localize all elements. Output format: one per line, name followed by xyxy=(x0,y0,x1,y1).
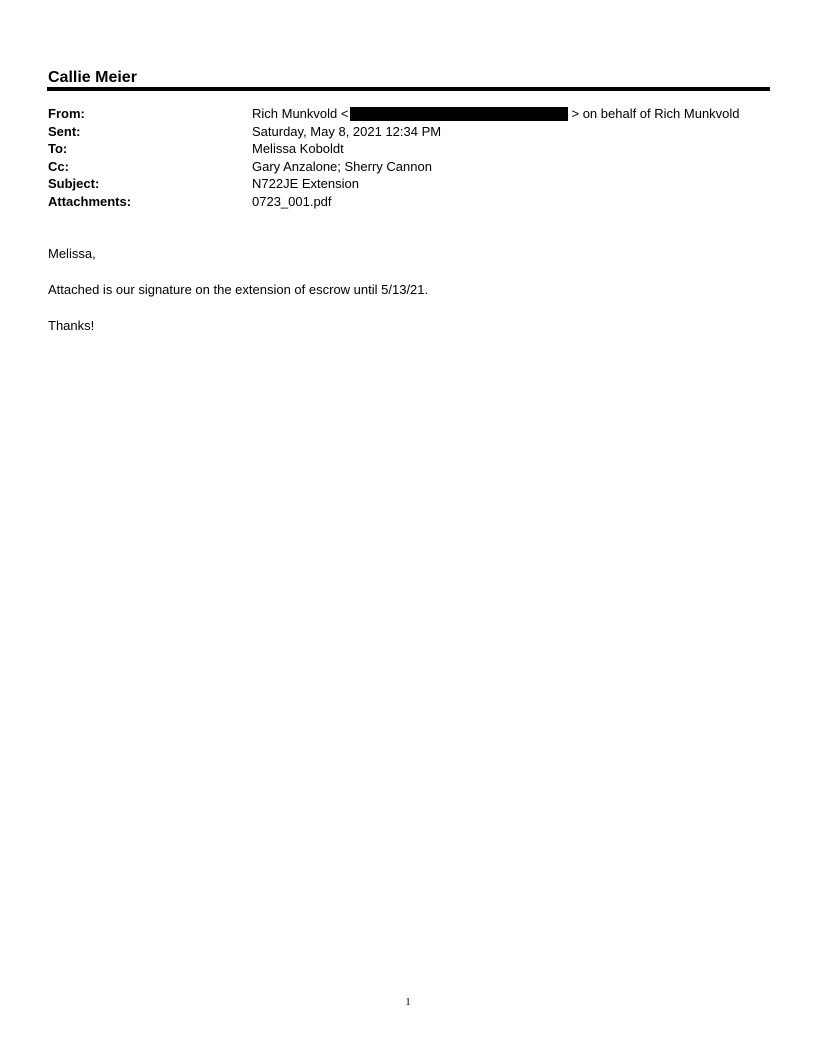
sent-value: Saturday, May 8, 2021 12:34 PM xyxy=(252,123,442,139)
mailbox-owner-name: Callie Meier xyxy=(48,69,137,86)
email-message: Attached is our signature on the extension of escrow until 5/13/21. xyxy=(48,281,429,297)
from-close-bracket: > xyxy=(571,106,580,121)
cc-value: Gary Anzalone; Sherry Cannon xyxy=(252,158,432,174)
redacted-email-block xyxy=(350,107,568,121)
cc-label: Cc: xyxy=(48,158,69,174)
to-label: To: xyxy=(48,141,68,157)
to-value: Melissa Koboldt xyxy=(252,141,344,157)
email-closing: Thanks! xyxy=(48,317,95,333)
header-divider xyxy=(47,87,770,91)
cc-row xyxy=(48,158,770,176)
from-open-bracket: < xyxy=(340,106,349,121)
from-name: Rich Munkvold xyxy=(252,106,338,121)
from-row xyxy=(48,105,770,123)
subject-label: Subject: xyxy=(48,176,100,192)
email-body xyxy=(48,245,768,353)
page-number: 1 xyxy=(405,996,411,1008)
attachment-file-name: 0723_001.pdf xyxy=(252,193,332,209)
from-value xyxy=(252,105,770,123)
from-label: From: xyxy=(48,106,85,121)
to-row xyxy=(48,140,770,158)
sent-row xyxy=(48,123,770,141)
attachments-label: Attachments: xyxy=(48,193,132,209)
subject-value: N722JE Extension xyxy=(252,176,359,192)
attachments-row xyxy=(48,193,770,211)
email-greeting: Melissa, xyxy=(48,246,96,261)
subject-row xyxy=(48,175,770,193)
email-header xyxy=(48,105,770,211)
from-on-behalf: on behalf of Rich Munkvold xyxy=(582,106,740,121)
sent-label: Sent: xyxy=(48,123,81,139)
